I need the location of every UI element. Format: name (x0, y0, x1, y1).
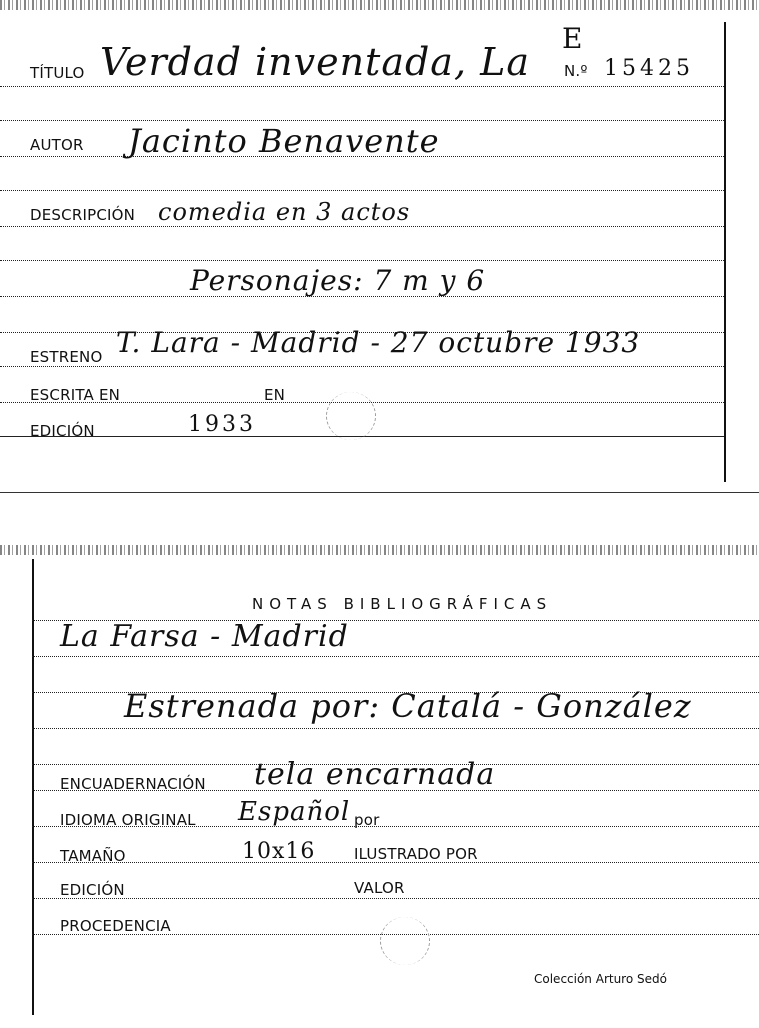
descripcion-label: DESCRIPCIÓN (30, 206, 136, 224)
tamano-value: 10x16 (242, 839, 316, 864)
ilustrado-label: ILUSTRADO POR (354, 845, 478, 863)
edicion-label: EDICIÓN (60, 881, 125, 899)
card-top-edge (0, 545, 759, 555)
rule-line (32, 898, 759, 899)
rule-line (0, 260, 724, 261)
corner-mark: E (562, 22, 584, 55)
rule-line (32, 656, 759, 657)
rule-line (0, 86, 724, 87)
escrita-en-label: ESCRITA EN (30, 386, 121, 404)
punch-hole (326, 392, 376, 440)
rule-line (0, 366, 724, 367)
por-label: por (354, 811, 380, 829)
en-label: EN (264, 386, 286, 404)
tamano-label: TAMAÑO (60, 847, 126, 865)
rule-line (32, 728, 759, 729)
idioma-value: Español (238, 797, 351, 827)
catalog-card-back (0, 545, 759, 1028)
descripcion-value: comedia en 3 actos (158, 198, 411, 226)
note-line-1: La Farsa - Madrid (60, 619, 349, 654)
coleccion-note: Colección Arturo Sedó (534, 972, 667, 986)
valor-label: VALOR (354, 879, 405, 897)
titulo-value: Verdad inventada, La (100, 40, 531, 84)
autor-value: Jacinto Benavente (128, 122, 440, 160)
rule-line (0, 120, 724, 121)
estreno-label: ESTRENO (30, 348, 103, 366)
numero-label: N.º (564, 62, 588, 80)
notes-title: NOTAS BIBLIOGRÁFICAS (252, 595, 553, 613)
autor-label: AUTOR (30, 136, 84, 154)
idioma-label: IDIOMA ORIGINAL (60, 811, 196, 829)
card-separator (0, 492, 759, 493)
rule-line (0, 190, 724, 191)
numero-value: 15425 (604, 56, 694, 81)
encuadernacion-value: tela encarnada (254, 757, 496, 792)
card-left-border (32, 559, 34, 1015)
edicion-label: EDICIÓN (30, 422, 95, 440)
catalog-card-front (0, 0, 759, 492)
estreno-value: T. Lara - Madrid - 27 octubre 1933 (116, 326, 641, 359)
encuadernacion-label: ENCUADERNACIÓN (60, 775, 206, 793)
card-right-border (724, 22, 726, 482)
punch-hole (380, 917, 430, 965)
note-line-2: Estrenada por: Catalá - González (124, 687, 692, 725)
personajes-value: Personajes: 7 m y 6 (190, 264, 486, 297)
card-top-edge (0, 0, 759, 10)
titulo-label: TÍTULO (30, 64, 85, 82)
edicion-value: 1933 (188, 412, 256, 437)
procedencia-label: PROCEDENCIA (60, 917, 171, 935)
rule-line (0, 226, 724, 227)
